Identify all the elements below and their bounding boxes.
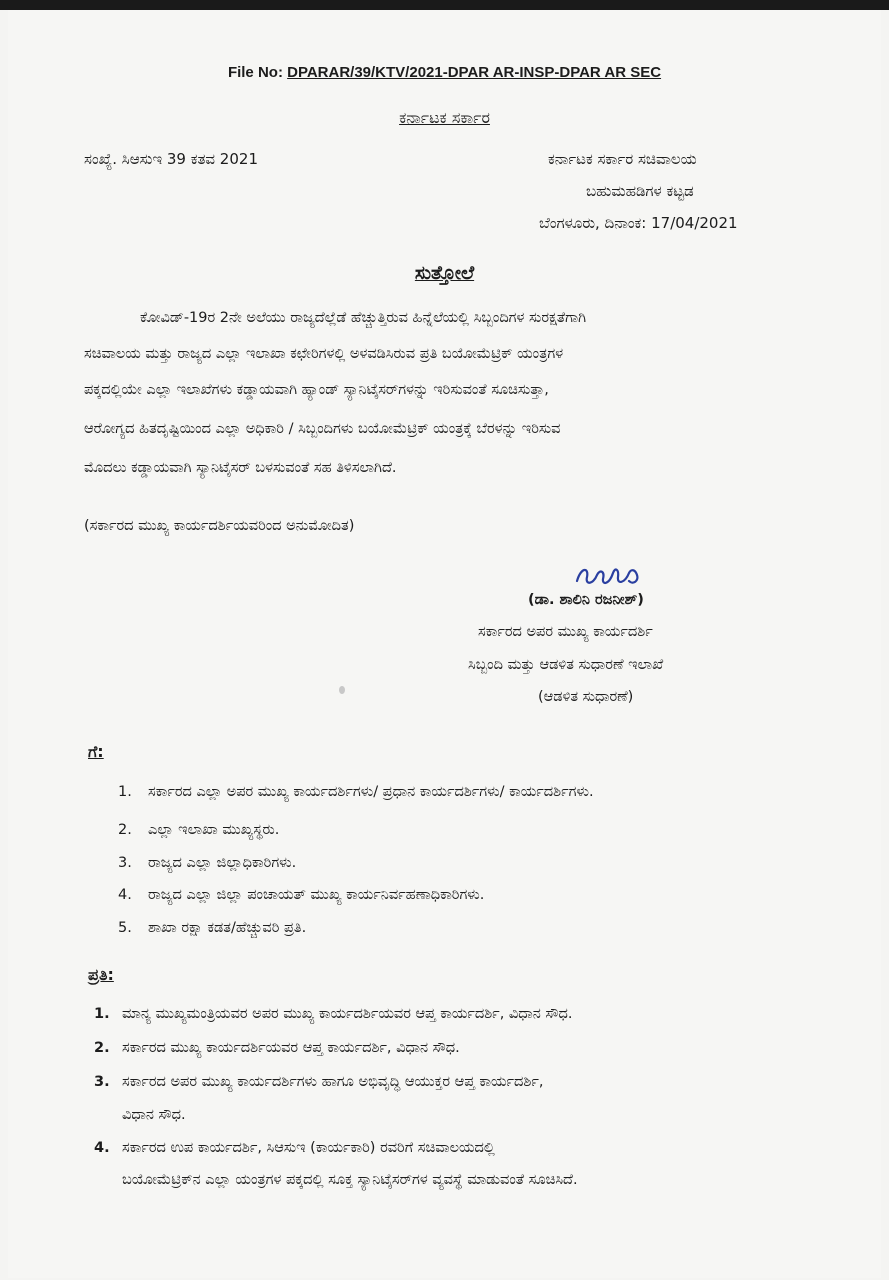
- scan-speck: [339, 686, 345, 694]
- list-item: [94, 1140, 495, 1156]
- body-line: ಆರೋಗ್ಯದ ಹಿತದೃಷ್ಟಿಯಿಂದ ಎಲ್ಲಾ ಅಧಿಕಾರಿ / ಸಿಬ್ಬಂದಿಗಳು ಬಯೋಮೆಟ್ರಿಕ್ ಯಂತ್ರಕ್ಕೆ ಬೆರಳನ್ನು ಇರಿಸುವ: [84, 421, 561, 437]
- to-label: ಗೆ:: [88, 742, 104, 761]
- file-number-prefix: File No:: [227, 64, 283, 81]
- list-item: [118, 784, 594, 800]
- list-item-number: 5.: [118, 920, 132, 936]
- list-item-number: 1.: [94, 1006, 110, 1022]
- body-line: ಮೊದಲು ಕಡ್ಡಾಯವಾಗಿ ಸ್ಯಾನಿಟೈಸರ್ ಬಳಸುವಂತೆ ಸಹ ತಿಳಿಸಲಾಗಿದೆ.: [84, 460, 397, 476]
- list-item-number: 2.: [118, 822, 132, 838]
- list-item: [118, 887, 484, 903]
- copy-label: ಪ್ರತಿ:: [88, 965, 114, 984]
- file-number: [8, 64, 881, 81]
- list-item-number: 3.: [118, 855, 132, 871]
- list-item-text: ರಾಜ್ಯದ ಎಲ್ಲಾ ಜಿಲ್ಲಾಧಿಕಾರಿಗಳು.: [148, 855, 297, 871]
- signatory-department: ಸಿಬ್ಬಂದಿ ಮತ್ತು ಆಡಳಿತ ಸುಧಾರಣೆ ಇಲಾಖೆ: [468, 657, 664, 673]
- signatory-name: (ಡಾ. ಶಾಲಿನಿ ರಜನೀಶ್): [528, 592, 644, 608]
- list-item-text: ಸರ್ಕಾರದ ಉಪ ಕಾರ್ಯದರ್ಶಿ, ಸಿಆಸುಇ (ಕಾರ್ಯಕಾರಿ) ರವರಿಗೆ ಸಚಿವಾಲಯದಲ್ಲಿ: [122, 1140, 495, 1156]
- list-item: [118, 855, 296, 871]
- signatory-designation: ಸರ್ಕಾರದ ಅಪರ ಮುಖ್ಯ ಕಾರ್ಯದರ್ಶಿ: [478, 624, 653, 640]
- file-number-value: DPARAR/39/KTV/2021-DPAR AR-INSP-DPAR AR SEC: [287, 64, 662, 81]
- list-item-number: 1.: [118, 784, 132, 800]
- list-item-number: 4.: [94, 1140, 110, 1156]
- reference-number: ಸಂಖ್ಯೆ. ಸಿಆಸುಇ 39 ಕತವ 2021: [84, 150, 258, 168]
- address-line-2: ಬಹುಮಹಡಿಗಳ ಕಟ್ಟಡ: [586, 182, 694, 200]
- circular-title: ಸುತ್ತೋಲೆ: [414, 262, 475, 284]
- list-item-text: ಸರ್ಕಾರದ ಅಪರ ಮುಖ್ಯ ಕಾರ್ಯದರ್ಶಿಗಳು ಹಾಗೂ ಅಭಿವೃದ್ಧಿ ಆಯುಕ್ತರ ಆಪ್ತ ಕಾರ್ಯದರ್ಶಿ,: [122, 1074, 544, 1090]
- body-line: ಕೋವಿಡ್-19ರ 2ನೇ ಅಲೆಯು ರಾಜ್ಯದೆಲ್ಲೆಡೆ ಹೆಚ್ಚುತ್ತಿರುವ ಹಿನ್ನೆಲೆಯಲ್ಲಿ ಸಿಬ್ಬಂದಿಗಳ ಸುರಕ್ಷತೆಗಾಗಿ: [140, 310, 587, 326]
- list-item-number: 4.: [118, 887, 132, 903]
- list-item-number: 2.: [94, 1040, 110, 1056]
- signatory-section: (ಆಡಳಿತ ಸುಧಾರಣೆ): [538, 689, 634, 705]
- list-item-text: ಎಲ್ಲಾ ಇಲಾಖಾ ಮುಖ್ಯಸ್ಥರು.: [148, 822, 280, 838]
- list-item-continuation: ವಿಧಾನ ಸೌಧ.: [122, 1107, 186, 1123]
- list-item-text: ಶಾಖಾ ರಕ್ಷಾ ಕಡತ/ಹೆಚ್ಚುವರಿ ಪ್ರತಿ.: [148, 920, 307, 936]
- list-item-continuation: ಬಯೋಮೆಟ್ರಿಕ್‌ನ ಎಲ್ಲಾ ಯಂತ್ರಗಳ ಪಕ್ಕದಲ್ಲಿ ಸೂಕ್ತ ಸ್ಯಾನಿಟೈಸರ್‌ಗಳ ವ್ಯವಸ್ಥೆ ಮಾಡುವಂತೆ ಸೂಚಿಸಿದೆ.: [122, 1172, 578, 1188]
- body-line: ಸಚಿವಾಲಯ ಮತ್ತು ರಾಜ್ಯದ ಎಲ್ಲಾ ಇಲಾಖಾ ಕಛೇರಿಗಳಲ್ಲಿ ಅಳವಡಿಸಿರುವ ಪ್ರತಿ ಬಯೋಮೆಟ್ರಿಕ್ ಯಂತ್ರಗಳ: [84, 346, 564, 362]
- list-item: [94, 1040, 460, 1056]
- list-item: [118, 822, 279, 838]
- list-item: [118, 920, 306, 936]
- body-line: ಪಕ್ಕದಲ್ಲಿಯೇ ಎಲ್ಲಾ ಇಲಾಖೆಗಳು ಕಡ್ಡಾಯವಾಗಿ ಹ್ಯಾಂಡ್ ಸ್ಯಾನಿಟೈಸರ್‌ಗಳನ್ನು ಇರಿಸುವಂತೆ ಸೂಚಿಸುತ್ತಾ,: [84, 382, 549, 398]
- list-item-text: ರಾಜ್ಯದ ಎಲ್ಲಾ ಜಿಲ್ಲಾ ಪಂಚಾಯತ್ ಮುಖ್ಯ ಕಾರ್ಯನಿರ್ವಹಣಾಧಿಕಾರಿಗಳು.: [148, 887, 485, 903]
- approval-note: (ಸರ್ಕಾರದ ಮುಖ್ಯ ಕಾರ್ಯದರ್ಶಿಯವರಿಂದ ಅನುಮೋದಿತ): [84, 518, 355, 534]
- list-item-text: ಸರ್ಕಾರದ ಎಲ್ಲಾ ಅಪರ ಮುಖ್ಯ ಕಾರ್ಯದರ್ಶಿಗಳು/ ಪ್ರಧಾನ ಕಾರ್ಯದರ್ಶಿಗಳು/ ಕಾರ್ಯದರ್ಶಿಗಳು.: [148, 784, 594, 800]
- list-item-text: ಸರ್ಕಾರದ ಮುಖ್ಯ ಕಾರ್ಯದರ್ಶಿಯವರ ಆಪ್ತ ಕಾರ್ಯದರ್ಶಿ, ವಿಧಾನ ಸೌಧ.: [122, 1040, 460, 1056]
- address-date-line: ಬೆಂಗಳೂರು, ದಿನಾಂಕ: 17/04/2021: [539, 214, 738, 232]
- government-title: ಕರ್ನಾಟಕ ಸರ್ಕಾರ: [399, 108, 490, 127]
- signature-mark: [573, 555, 643, 595]
- document-page: [8, 10, 881, 1278]
- list-item-text: ಮಾನ್ಯ ಮುಖ್ಯಮಂತ್ರಿಯವರ ಅಪರ ಮುಖ್ಯ ಕಾರ್ಯದರ್ಶಿಯವರ ಆಪ್ತ ಕಾರ್ಯದರ್ಶಿ, ವಿಧಾನ ಸೌಧ.: [122, 1006, 573, 1022]
- list-item: [94, 1074, 543, 1090]
- list-item: [94, 1006, 573, 1022]
- scan-top-edge: [0, 0, 889, 10]
- address-line-1: ಕರ್ನಾಟಕ ಸರ್ಕಾರ ಸಚಿವಾಲಯ: [548, 150, 697, 168]
- list-item-number: 3.: [94, 1074, 110, 1090]
